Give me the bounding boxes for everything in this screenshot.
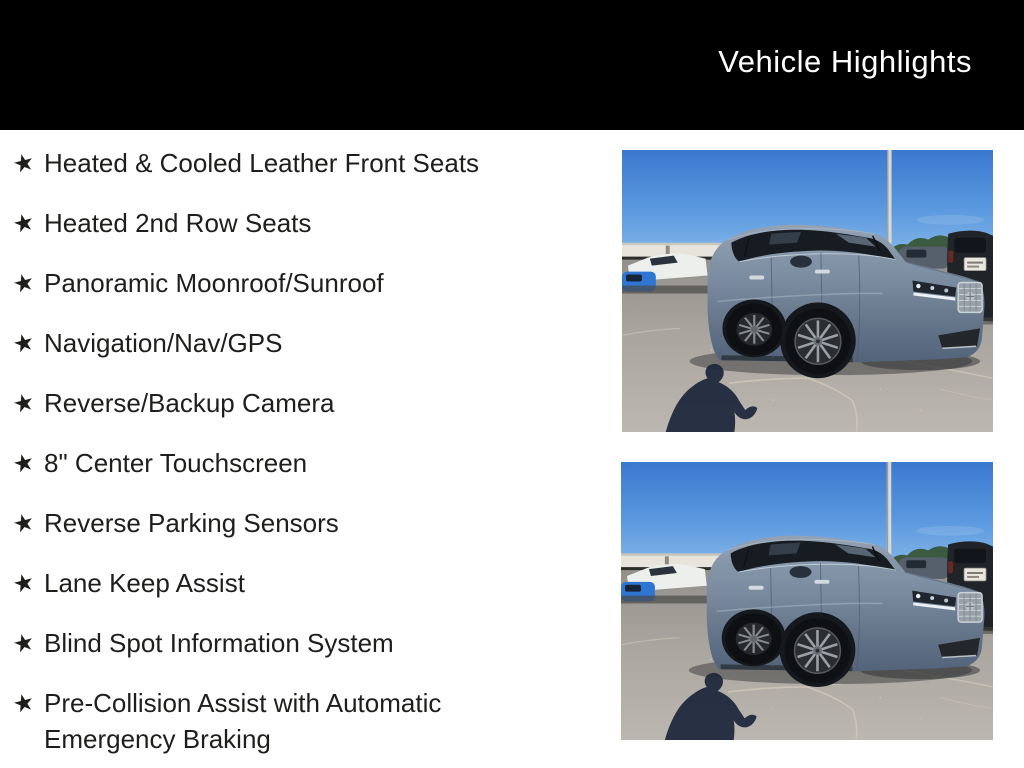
feature-item: [10, 625, 588, 661]
vehicle-photo-bottom-art: [621, 462, 993, 740]
feature-item: [10, 445, 588, 481]
feature-text: 8" Center Touchscreen: [44, 448, 308, 478]
feature-item: [10, 685, 588, 757]
star-bullet-icon: ★: [10, 507, 38, 540]
feature-item: [10, 385, 588, 421]
feature-list: [10, 145, 588, 768]
page-title: Vehicle Highlights: [718, 44, 972, 79]
star-bullet-icon: ★: [10, 627, 38, 660]
feature-text: Panoramic Moonroof/Sunroof: [44, 268, 384, 298]
vehicle-photo-bottom: [621, 462, 993, 740]
star-bullet-icon: ★: [10, 687, 38, 720]
vehicle-photo-top-art: [622, 150, 993, 432]
star-bullet-icon: ★: [10, 207, 38, 240]
feature-text: Blind Spot Information System: [44, 628, 394, 658]
star-bullet-icon: ★: [10, 567, 38, 600]
feature-item: [10, 145, 588, 181]
vehicle-photo-top: [622, 150, 993, 432]
feature-text: Reverse/Backup Camera: [44, 388, 335, 418]
feature-text: Reverse Parking Sensors: [44, 508, 339, 538]
star-bullet-icon: ★: [10, 147, 38, 180]
feature-text: Lane Keep Assist: [44, 568, 245, 598]
feature-item: [10, 205, 588, 241]
feature-text: Heated 2nd Row Seats: [44, 208, 312, 238]
header-bar: [0, 0, 1024, 130]
feature-item: [10, 565, 588, 601]
star-bullet-icon: ★: [10, 267, 38, 300]
star-bullet-icon: ★: [10, 327, 38, 360]
feature-item: [10, 325, 588, 361]
feature-text: Navigation/Nav/GPS: [44, 328, 283, 358]
feature-item: [10, 265, 588, 301]
feature-text: Pre-Collision Assist with Automatic Emergency Braking: [44, 688, 442, 754]
star-bullet-icon: ★: [10, 447, 38, 480]
feature-text: Heated & Cooled Leather Front Seats: [44, 148, 480, 178]
star-bullet-icon: ★: [10, 387, 38, 420]
feature-item: [10, 505, 588, 541]
